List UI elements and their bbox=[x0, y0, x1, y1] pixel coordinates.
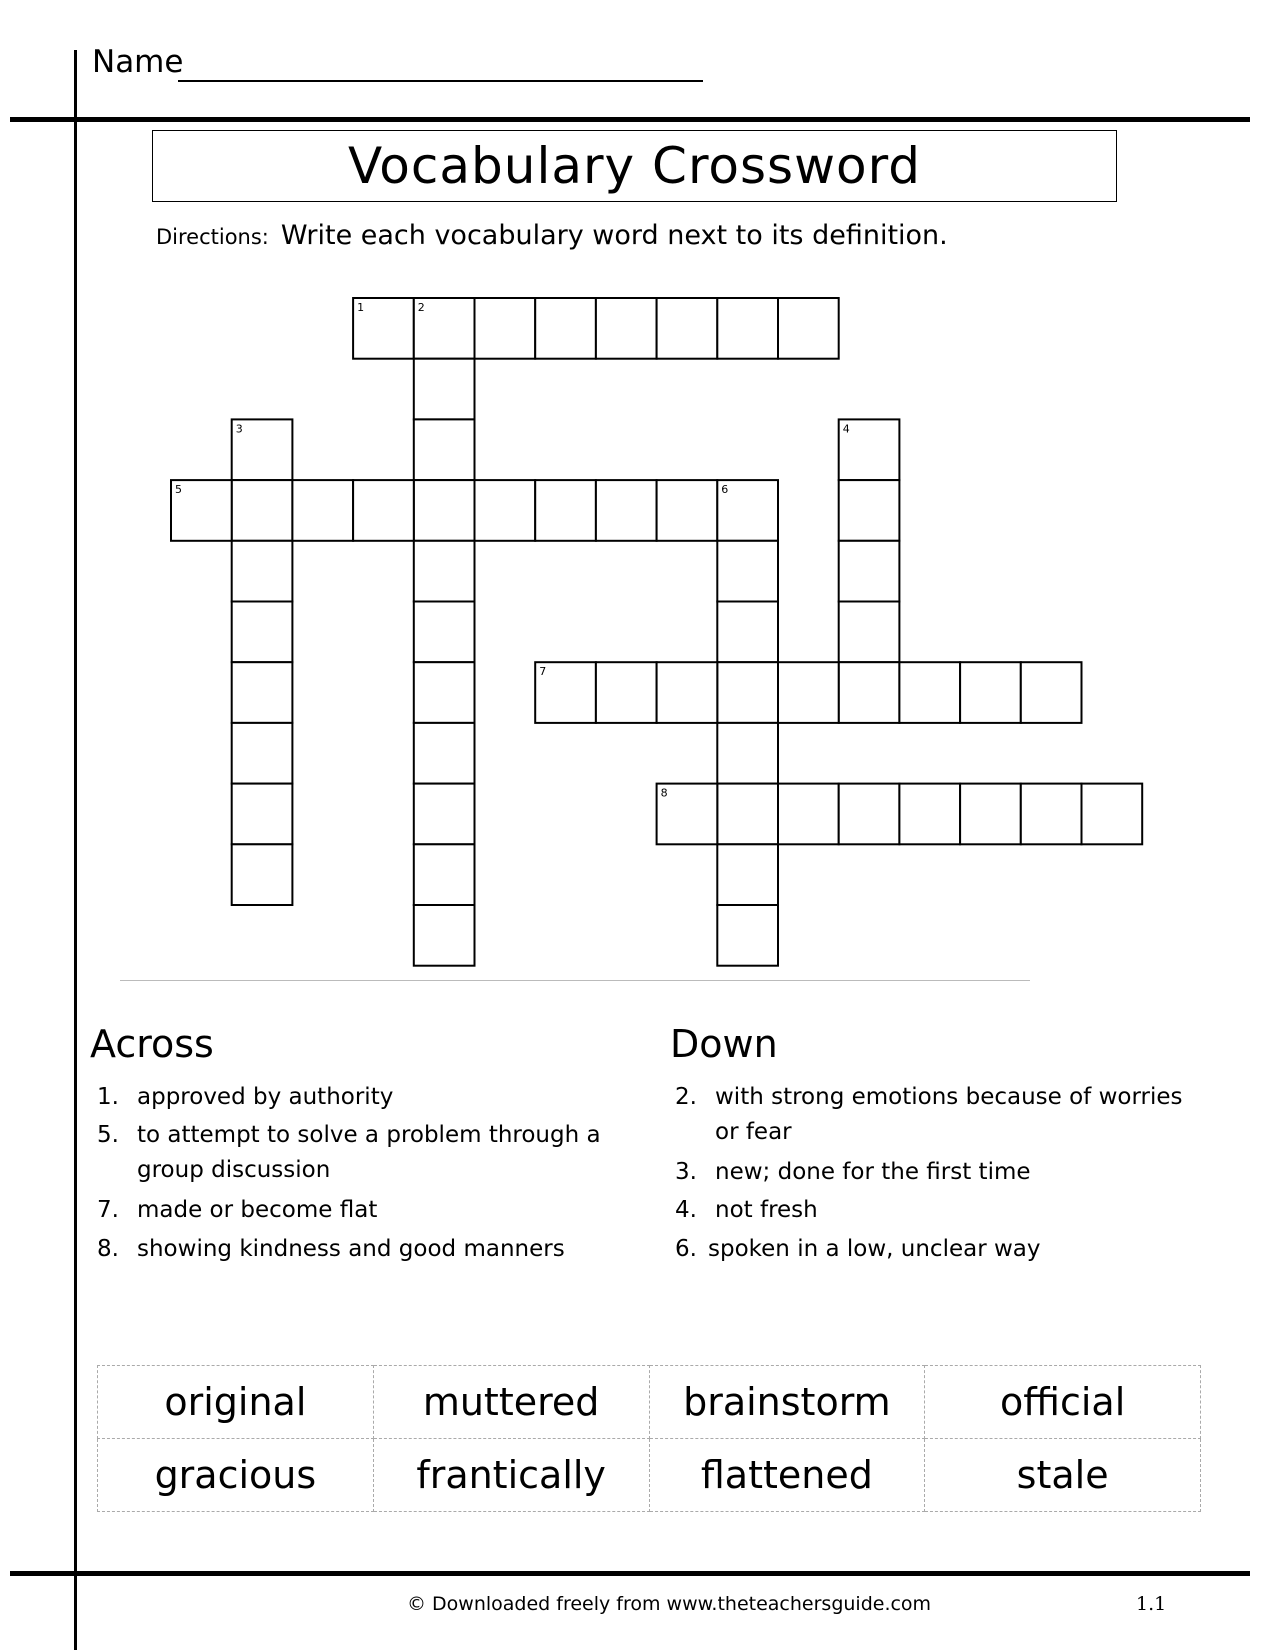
crossword-cell[interactable] bbox=[839, 541, 900, 602]
crossword-cell[interactable] bbox=[232, 784, 293, 845]
divider bbox=[120, 980, 1030, 981]
clue-text-continued: group discussion bbox=[137, 1157, 331, 1183]
crossword-cell[interactable] bbox=[232, 602, 293, 663]
crossword-cell[interactable] bbox=[1021, 784, 1082, 845]
crossword-cell[interactable] bbox=[232, 723, 293, 784]
crossword-cell[interactable] bbox=[414, 480, 475, 541]
clue-text: with strong emotions because of worries bbox=[715, 1084, 1183, 1110]
crossword-cell[interactable] bbox=[717, 662, 778, 723]
word-bank-word: brainstorm bbox=[649, 1366, 925, 1439]
crossword-cell[interactable] bbox=[717, 784, 778, 845]
crossword-cell[interactable] bbox=[596, 298, 657, 359]
crossword-cell[interactable] bbox=[960, 662, 1021, 723]
crossword-cell[interactable] bbox=[899, 662, 960, 723]
crossword-cell[interactable] bbox=[414, 784, 475, 845]
clue-number: 1. bbox=[97, 1084, 119, 1110]
directions-label: Directions: bbox=[156, 225, 269, 249]
crossword-cell[interactable] bbox=[232, 480, 293, 541]
crossword-cell[interactable] bbox=[232, 844, 293, 905]
cell-number: 5 bbox=[175, 483, 182, 497]
clue-number: 7. bbox=[97, 1197, 119, 1223]
clue-number: 4. bbox=[675, 1197, 697, 1223]
crossword-cell[interactable] bbox=[899, 784, 960, 845]
word-bank-word: stale bbox=[925, 1439, 1201, 1512]
clue-text: not fresh bbox=[715, 1197, 818, 1223]
crossword-cell[interactable] bbox=[839, 602, 900, 663]
crossword-cell[interactable] bbox=[292, 480, 353, 541]
crossword-cell[interactable] bbox=[657, 662, 718, 723]
footer-credit: © Downloaded freely from www.theteachersguide.com bbox=[407, 1593, 932, 1615]
crossword-cell[interactable] bbox=[414, 602, 475, 663]
word-bank-word: muttered bbox=[373, 1366, 649, 1439]
crossword-cell[interactable] bbox=[778, 662, 839, 723]
clue-number: 3. bbox=[675, 1159, 697, 1185]
crossword-cell[interactable] bbox=[717, 541, 778, 602]
cell-number: 6 bbox=[721, 483, 729, 497]
word-bank bbox=[97, 1365, 1201, 1512]
crossword-cell[interactable] bbox=[232, 662, 293, 723]
crossword-cell[interactable] bbox=[232, 541, 293, 602]
crossword-cell[interactable] bbox=[778, 784, 839, 845]
name-label: Name bbox=[92, 44, 184, 80]
crossword-cell[interactable] bbox=[717, 844, 778, 905]
directions-text: Write each vocabulary word next to its definition. bbox=[280, 220, 948, 251]
crossword-cell[interactable] bbox=[414, 662, 475, 723]
word-bank-word: gracious bbox=[98, 1439, 374, 1512]
crossword-cell[interactable] bbox=[657, 480, 718, 541]
clue-text: spoken in a low, unclear way bbox=[708, 1236, 1041, 1262]
crossword-cell[interactable] bbox=[475, 480, 536, 541]
crossword-cell[interactable] bbox=[657, 298, 718, 359]
crossword-cell[interactable] bbox=[717, 298, 778, 359]
crossword-cell[interactable] bbox=[839, 662, 900, 723]
clue-text-continued: or fear bbox=[715, 1119, 792, 1145]
word-bank-word: original bbox=[98, 1366, 374, 1439]
page-number: 1.1 bbox=[1136, 1593, 1167, 1615]
clue-number: 2. bbox=[675, 1084, 697, 1110]
crossword-cell[interactable] bbox=[414, 541, 475, 602]
crossword-cell[interactable] bbox=[596, 480, 657, 541]
crossword-cell[interactable] bbox=[414, 419, 475, 480]
crossword-cell[interactable] bbox=[960, 784, 1021, 845]
crossword-cell[interactable] bbox=[414, 359, 475, 420]
crossword-cell[interactable] bbox=[353, 480, 414, 541]
crossword-cell[interactable] bbox=[1082, 784, 1143, 845]
crossword-cell[interactable] bbox=[414, 844, 475, 905]
crossword-cell[interactable] bbox=[414, 723, 475, 784]
cell-number: 4 bbox=[842, 422, 850, 436]
word-bank-row bbox=[98, 1439, 1201, 1512]
crossword-cell[interactable] bbox=[414, 905, 475, 966]
across-heading: Across bbox=[90, 1022, 214, 1066]
crossword-cell[interactable] bbox=[475, 298, 536, 359]
clue-text: approved by authority bbox=[137, 1084, 394, 1110]
crossword-cell[interactable] bbox=[535, 298, 596, 359]
crossword-cell[interactable] bbox=[535, 480, 596, 541]
word-bank-word: flattened bbox=[649, 1439, 925, 1512]
bottom-rule bbox=[10, 1571, 1250, 1576]
crossword-cell[interactable] bbox=[717, 723, 778, 784]
crossword-cell[interactable] bbox=[596, 662, 657, 723]
clue-number: 8. bbox=[97, 1236, 119, 1262]
clue-text: new; done for the first time bbox=[715, 1159, 1031, 1185]
word-bank-word: frantically bbox=[373, 1439, 649, 1512]
cell-number: 7 bbox=[539, 665, 547, 679]
crossword-cell[interactable] bbox=[778, 298, 839, 359]
word-bank-row bbox=[98, 1366, 1201, 1439]
page-title: Vocabulary Crossword bbox=[347, 137, 921, 195]
down-heading: Down bbox=[670, 1022, 778, 1066]
clue-number: 6. bbox=[675, 1236, 697, 1262]
cell-number: 1 bbox=[357, 301, 365, 314]
crossword-cell[interactable] bbox=[839, 784, 900, 845]
cell-number: 2 bbox=[417, 301, 425, 314]
cell-number: 3 bbox=[235, 422, 243, 436]
crossword-cell[interactable] bbox=[717, 602, 778, 663]
clue-text: showing kindness and good manners bbox=[137, 1236, 565, 1262]
crossword-cell[interactable] bbox=[717, 905, 778, 966]
cell-number: 8 bbox=[660, 786, 668, 800]
crossword-cell[interactable] bbox=[1021, 662, 1082, 723]
word-bank-word: official bbox=[925, 1366, 1201, 1439]
clue-number: 5. bbox=[97, 1122, 119, 1148]
crossword-cell[interactable] bbox=[839, 480, 900, 541]
clue-text: made or become flat bbox=[137, 1197, 378, 1223]
clue-text: to attempt to solve a problem through a bbox=[137, 1122, 601, 1148]
